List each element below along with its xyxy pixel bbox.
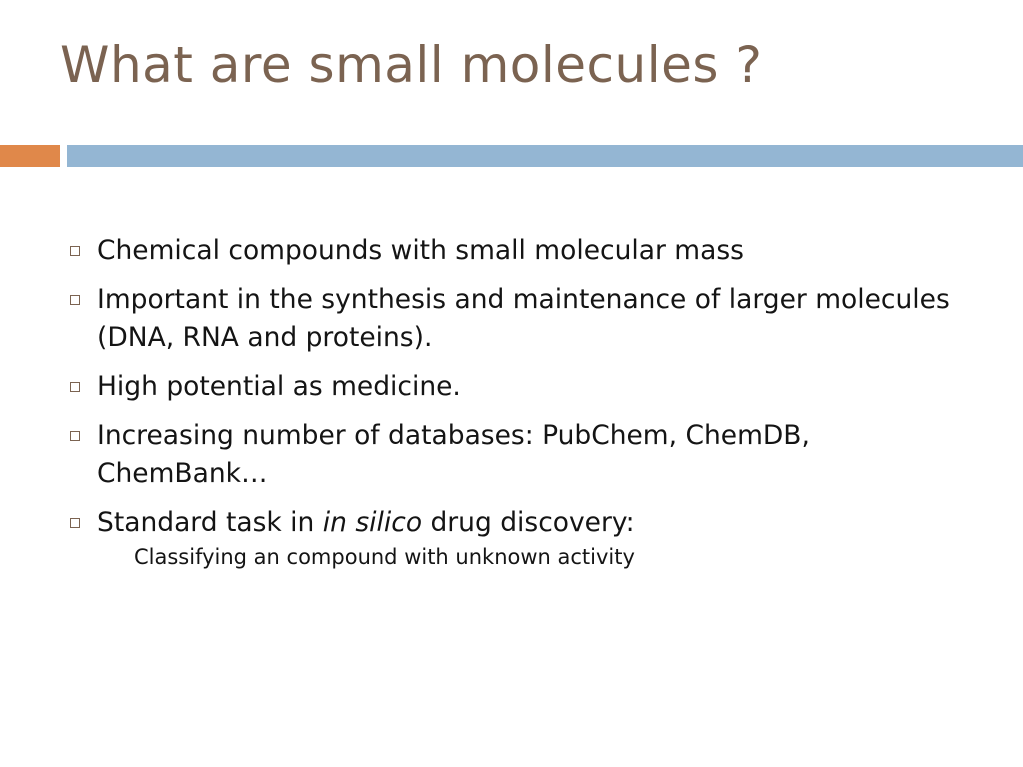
square-bullet-icon <box>70 246 80 256</box>
slide-title: What are small molecules ? <box>60 36 763 94</box>
square-bullet-icon <box>70 518 80 528</box>
sub-bullet-text: Classifying an compound with unknown activity <box>134 545 635 569</box>
bullet-item <box>66 417 986 493</box>
bullet-text-italic: in silico <box>322 507 423 538</box>
square-bullet-icon <box>70 295 80 305</box>
sub-bullet-item <box>134 541 986 573</box>
bullet-text-prefix: Standard task in <box>97 507 323 538</box>
bullet-text: Important in the synthesis and maintenance of larger molecules (DNA, RNA and proteins). <box>97 284 950 353</box>
square-bullet-icon <box>70 382 80 392</box>
accent-bar-blue <box>67 145 1023 167</box>
bullet-text: Chemical compounds with small molecular mass <box>97 235 744 266</box>
bullet-list <box>66 232 986 573</box>
bullet-item <box>66 281 986 357</box>
bullet-text-suffix: drug discovery: <box>422 507 635 538</box>
accent-bar-orange <box>0 145 60 167</box>
bullet-text: Increasing number of databases: PubChem, ChemDB, ChemBank… <box>97 420 810 489</box>
bullet-item <box>66 504 986 542</box>
square-bullet-icon <box>70 431 80 441</box>
bullet-item <box>66 368 986 406</box>
bullet-item <box>66 232 986 270</box>
bullet-text: High potential as medicine. <box>97 371 461 402</box>
